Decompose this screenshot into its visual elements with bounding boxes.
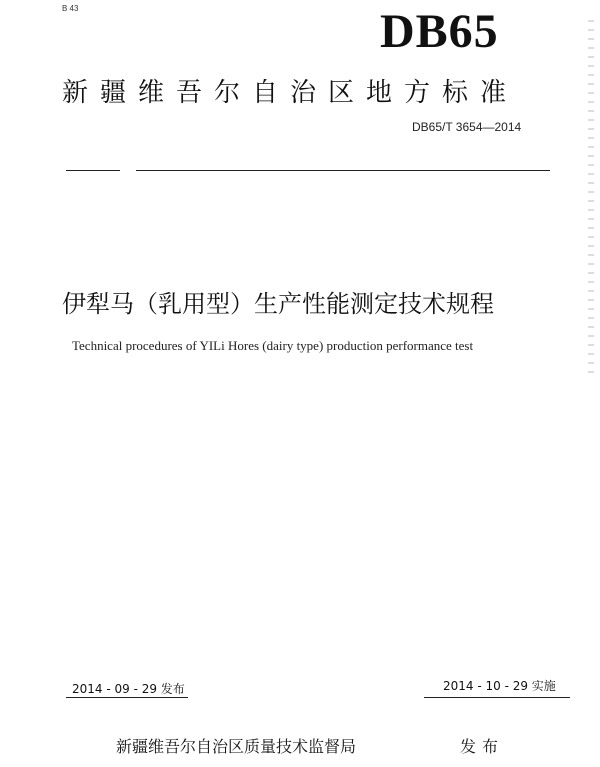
ics-code: B 43 [62, 4, 79, 13]
org-title: 新疆维吾尔自治区地方标准 [62, 78, 519, 108]
issue-word: 发布 [460, 737, 505, 756]
issue-date: 2014 - 09 - 29 发布 [72, 682, 185, 696]
header-rule-left [66, 170, 120, 171]
issuer-name: 新疆维吾尔自治区质量技术监督局 [116, 737, 357, 756]
footer-rule-right [424, 697, 570, 698]
english-title: Technical procedures of YILi Hores (dairy type) production performance test [72, 338, 474, 353]
implement-date: 2014 - 10 - 29 实施 [443, 679, 556, 693]
standard-code-logo: DB65 [380, 5, 499, 58]
header-rule-right [136, 170, 550, 171]
chinese-title: 伊犁马（乳用型）生产性能测定技术规程 [62, 290, 494, 318]
scan-edge-noise [588, 20, 594, 380]
footer-rule-left [66, 697, 188, 698]
standard-number: DB65/T 3654—2014 [412, 120, 522, 134]
